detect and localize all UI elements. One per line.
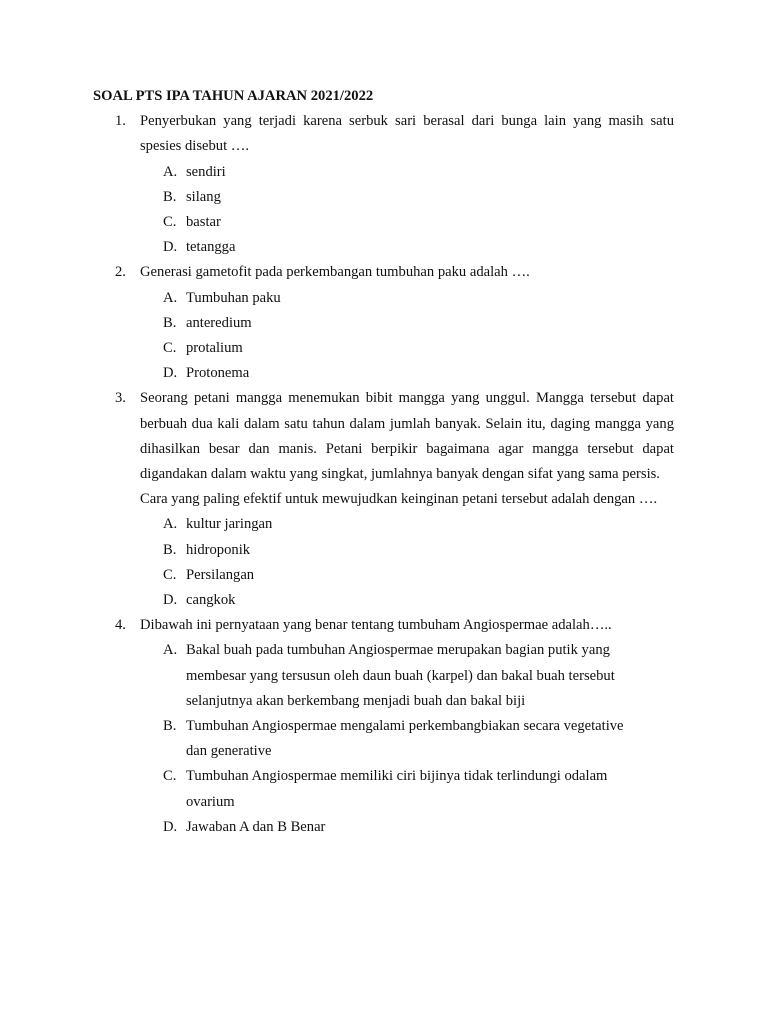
question-list: [93, 109, 674, 840]
option-list: [140, 512, 674, 613]
question-stem: Dibawah ini pernyataan yang benar tentang tumbuham Angiospermae adalah…..: [140, 617, 612, 634]
option-a: [140, 160, 631, 185]
question-number: 4.: [115, 617, 126, 634]
option-a: [140, 512, 631, 537]
option-text: Tumbuhan Angiospermae mengalami perkembangbiakan secara vegetative dan generative: [186, 718, 624, 760]
option-letter: C.: [163, 566, 177, 583]
question-number: 1.: [115, 113, 126, 130]
document-content: [93, 84, 674, 840]
option-letter: B.: [163, 718, 177, 735]
option-a: [140, 286, 631, 311]
option-text: tetangga: [186, 239, 236, 256]
option-letter: D.: [163, 365, 178, 382]
option-list: [140, 286, 674, 387]
question-1: [93, 109, 674, 260]
question-stem: Penyerbukan yang terjadi karena serbuk sari berasal dari bunga lain yang masih satu spesies disebut ….: [140, 113, 674, 155]
option-text: sendiri: [186, 163, 226, 180]
question-number: 2.: [115, 264, 126, 281]
question-prompt: Cara yang paling efektif untuk mewujudkan keinginan petani tersebut adalah dengan ….: [140, 491, 658, 508]
option-b: [140, 311, 631, 336]
option-letter: A.: [163, 163, 178, 180]
option-text: anteredium: [186, 314, 252, 331]
option-b: [140, 538, 631, 563]
option-letter: B.: [163, 314, 177, 331]
option-letter: C.: [163, 768, 177, 785]
option-letter: A.: [163, 516, 178, 533]
question-2: [93, 260, 674, 386]
option-list: [140, 638, 674, 840]
option-d: [140, 235, 631, 260]
question-4: [93, 613, 674, 840]
option-text: Persilangan: [186, 566, 255, 583]
option-letter: D.: [163, 818, 178, 835]
option-d: [140, 588, 631, 613]
option-b: [140, 714, 631, 764]
option-list: [140, 160, 674, 261]
question-number: 3.: [115, 390, 126, 407]
option-letter: C.: [163, 340, 177, 357]
option-c: [140, 563, 631, 588]
document-title: SOAL PTS IPA TAHUN AJARAN 2021/2022: [93, 88, 374, 104]
option-letter: B.: [163, 541, 177, 558]
option-text: Protonema: [186, 365, 250, 382]
question-stem: Generasi gametofit pada perkembangan tumbuhan paku adalah ….: [140, 264, 530, 281]
option-b: [140, 185, 631, 210]
question-3: [93, 386, 674, 613]
option-text: cangkok: [186, 592, 236, 609]
option-a: [140, 638, 631, 714]
option-text: Jawaban A dan B Benar: [186, 818, 326, 835]
option-letter: B.: [163, 188, 177, 205]
option-c: [140, 336, 631, 361]
option-text: hidroponik: [186, 541, 251, 558]
option-d: [140, 361, 631, 386]
option-c: [140, 764, 631, 814]
option-letter: D.: [163, 239, 178, 256]
option-d: [140, 815, 631, 840]
option-text: silang: [186, 188, 221, 205]
option-letter: D.: [163, 592, 178, 609]
option-c: [140, 210, 631, 235]
option-text: Tumbuhan paku: [186, 289, 281, 306]
option-text: bastar: [186, 214, 221, 230]
option-letter: A.: [163, 642, 178, 659]
option-text: Tumbuhan Angiospermae memiliki ciri bijinya tidak terlindungi odalam ovarium: [186, 768, 608, 810]
option-letter: C.: [163, 214, 177, 230]
option-text: kultur jaringan: [186, 516, 273, 533]
question-stem: Seorang petani mangga menemukan bibit mangga yang unggul. Mangga tersebut dapat berbuah dua kali dalam satu tahun dalam jumlah banyak. Selain itu, daging mangga yang dihasilkan besar dan manis. Petani berpikir bagaimana agar mangga tersebut dapat digandakan dalam waktu yang singkat, jumlahnya banyak dengan sifat yang sama persis.: [140, 390, 674, 483]
option-text: protalium: [186, 340, 243, 357]
option-letter: A.: [163, 289, 178, 306]
option-text: Bakal buah pada tumbuhan Angiospermae merupakan bagian putik yang membesar yang tersusun oleh daun buah (karpel) dan bakal buah tersebut selanjutnya akan berkembang menjadi buah dan bakal biji: [186, 642, 615, 709]
